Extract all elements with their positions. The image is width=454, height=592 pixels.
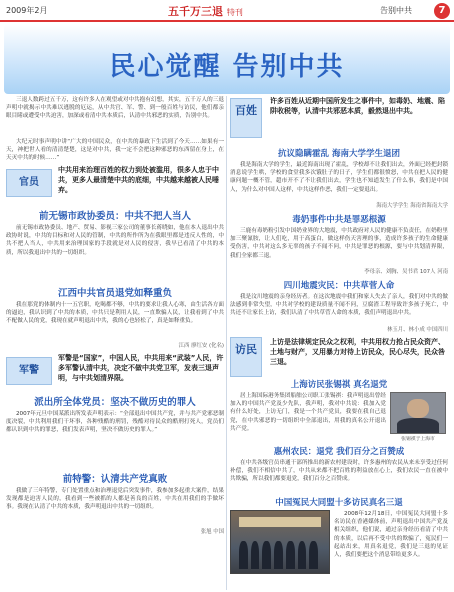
intro-quote: 大纪元时事声明中讲“广大的中国民众，在中共的暴政下生活到了今天……如果有一天，神把世人看的清清楚楚，这是对中共，我一定不会把这种邪恶的东西留在身上，在天灭中共的时候……” bbox=[6, 139, 224, 162]
article-headline: 前无锡市政协委员：中共不把人当人 bbox=[38, 211, 191, 222]
citizens-tag: 百姓 bbox=[230, 98, 262, 138]
article-signature: 林玉月、林小成 中国四川 bbox=[386, 327, 448, 333]
article-headline: 抗议隐瞒霍乱 海南大学学生退团 bbox=[278, 149, 400, 159]
citizens-section bbox=[230, 96, 448, 144]
photo-caption: 张锡祺于上海市 bbox=[401, 437, 435, 442]
petitioners-intro: 上访是法律规定民众之权利，中共用权力抢占民众资产、土地与财产，又用暴力对待上访民众，民心尽失，民众咎三退。 bbox=[270, 338, 445, 366]
page-header bbox=[0, 0, 454, 22]
article-body: 2007年元旦中国某派出所发表声明表示：“全部退出中国共产党，并与共产党邪恶制度决裂，中共利用我们干坏事，各种残酷的刑罚，残酷对待民众的酷刑打死人，党员们都认识到中共的罪恶，我们发表声明，坚决不做历史的罪人。” bbox=[6, 411, 224, 434]
military-section bbox=[6, 353, 224, 391]
article-signature: 李母亲、刘胸、吴书君 107人 河南 bbox=[364, 269, 448, 275]
article-signature: 张旭 中国 bbox=[200, 529, 224, 535]
masthead-title: 五千万三退 bbox=[168, 5, 223, 18]
officials-section bbox=[6, 165, 224, 205]
page-number: 7 bbox=[434, 3, 450, 19]
petitioners-article bbox=[230, 510, 448, 576]
officials-intro: 中共用来治理百姓的权力到处被滥用，很多人忠于中共，更多人最清楚中共的底细，中共越来越被人民唾弃。 bbox=[58, 166, 219, 194]
article-headline: 前特警：认清共产党真败 bbox=[62, 474, 168, 485]
article-body: 我在那党的体制内十一五官职，吃喝都不够，中共的要求让我人心寒，由生活各方面的逼迫，我认识到了中共的本质，中共只是利用人民，一直欺骗人民，让我看到了中共不配做人民的党，我现在就声明退出中共，我的心也轻松了，真是如释重负。 bbox=[6, 302, 224, 325]
article-body: 我是海南大学的学生，最近海南出现了霍乱，学校却不让我们出去，外面已经把封锁消息说学生哄，学校的食堂我多次饿肚子的日子，学生们都很愤怒，中共在把人民的健康问题一概不管，超市开不了不让我们出去，学生也不知道发生了什么事，我们是中国人，为什么对中国人这样，中共这样作恶，我们一定要退出。 bbox=[230, 162, 448, 193]
article-body: 2008年12月18日，中国冤民大同盟十多名访民在香港媒体前，声明退出中国共产党及相关组织，他们说，通过亲身经历看清了中共的本质，以后再不受中共的欺骗了，冤民们一起站出来，用真名退党，我们是三退的见证人，我们要把这个消息带给更多人。 bbox=[334, 511, 448, 559]
article-body: 我是汶川地震的亲身经历者。在这次地震中我们和家人失去了亲人，我们对中共的做法感到非常失望，中共对学校的建设质量不闻不问，豆腐渣工程导致许多孩子死亡，中共还不让家长上访，我们认清了中共草菅人命的本质，我们声明退出中共。 bbox=[230, 294, 448, 317]
petitioners-tag: 访民 bbox=[230, 337, 262, 377]
military-intro: 军警是“国家”，中国人民，中共用来“武装”人民，许多军警认清中共，决定不做中共党卫军，发表三退声明，与中共划清界限。 bbox=[58, 354, 224, 382]
shanghai-article bbox=[230, 392, 448, 442]
article-body: 三鹿有毒奶粉引发中国奶业界的大地震，中共政府对人民的健康不负责任，在奶粉里加三聚氰胺，让人们吃，用于高蛋白，做这样伤天害理的事，造成许多孩子的生命健康受伤害，中共对这么多无辜的孩子不闻不问，中共是罪恶的根源，要与中共划清界限，我们全家都三退。 bbox=[230, 228, 448, 259]
article-body: 居上海国际港务集团船舶公司职工张锡祺：我声明退出曾经加入的中国共产党及少先队，我声明，我对中共说：我加入党有什么好处，上访无门，我是一个共产党员，我要在我自己退党，在中共邪恶的一切组织中全部退出，用我的真名公开退出共产党。 bbox=[230, 393, 386, 432]
masthead-subtitle: 特刊 bbox=[226, 8, 243, 17]
article-headline: 江西中共官员退党如释重负 bbox=[57, 288, 172, 299]
left-column bbox=[6, 96, 224, 536]
article-headline: 中国冤民大同盟十多访民真名三退 bbox=[275, 498, 403, 508]
portrait-photo bbox=[390, 392, 446, 434]
article-headline: 上海访民张锡祺 真名退党 bbox=[290, 380, 388, 390]
article-headline: 惠州农民：退党 我们百分之百赞成 bbox=[273, 447, 405, 457]
issue-date: 2009年2月 bbox=[6, 6, 48, 15]
article-headline: 四川地震灾民：中共草菅人命 bbox=[283, 281, 395, 291]
masthead bbox=[168, 3, 243, 19]
hero-banner bbox=[4, 24, 450, 94]
petitioners-section bbox=[230, 337, 448, 375]
military-tag: 军警 bbox=[6, 357, 52, 385]
article-body: 我做了三年特警，专门处置重点和治理退党后突发事件，我参加多起重大案件，结果发现都是迫害人民的，我看到一些被抓的人都是善良的百姓，中共在用我们的手做坏事。我现在认清了中共的本质，我声明退出中共的一切组织。 bbox=[6, 488, 224, 511]
article-headline: 派出所全体党员：坚决不做历史的罪人 bbox=[34, 397, 196, 408]
article-body: 前无锡市政协委员、地产、贸易、影视三家公司的董事长蒋晓如，他在本人退出中共政协时说，中共的目标和对人民的管制，中共的所作所为在我眼里都是违反人性的，中共不把人当人，中共用来治理国家的手段就是对人民的侵害，我早已看清了中共的本质，所以我退出中共的一切组织。 bbox=[6, 225, 224, 256]
article-body: 在中共各级官员串通干部所推出的新农村建设时，许多惠州的农民从来未享受过任何补偿，我们不相信中共了，中共从来都不把百姓的利益放在心上，我们农民一直在被中共欺骗，所以我们都要退党，我们百分之百赞成。 bbox=[230, 460, 448, 483]
group-photo bbox=[230, 510, 330, 574]
article-signature: 海南大学学生 海南省海南大学 bbox=[376, 203, 448, 209]
section-name: 告别中共 bbox=[380, 6, 412, 15]
right-column bbox=[230, 96, 448, 576]
banner-title: 民心觉醒 告别中共 bbox=[109, 52, 345, 82]
article-signature: 江西 廖红安 (化名) bbox=[178, 343, 224, 349]
officials-tag: 官员 bbox=[6, 169, 52, 197]
article-headline: 毒奶事件中共是罪恶根源 bbox=[292, 215, 386, 225]
citizens-intro: 许多百姓从近期中国所发生之事件中，如毒奶、地震、陷阱收税等，认清中共邪恶本质，毅然退出中共。 bbox=[270, 97, 445, 115]
column-divider bbox=[226, 96, 227, 590]
intro-paragraph: 三退人数跨过五千万，这有许多人在观望或对中共抱有幻想，其实，五千万人的三退声明中就揭示中共难以逃脱的厄运，从中共官、军、警、到一般百姓与访民，他们都亲眼目睹或遭受中共迫害，加深或看清中共本质后，认清中共邪恶的实质，告别中共。 bbox=[6, 97, 224, 120]
